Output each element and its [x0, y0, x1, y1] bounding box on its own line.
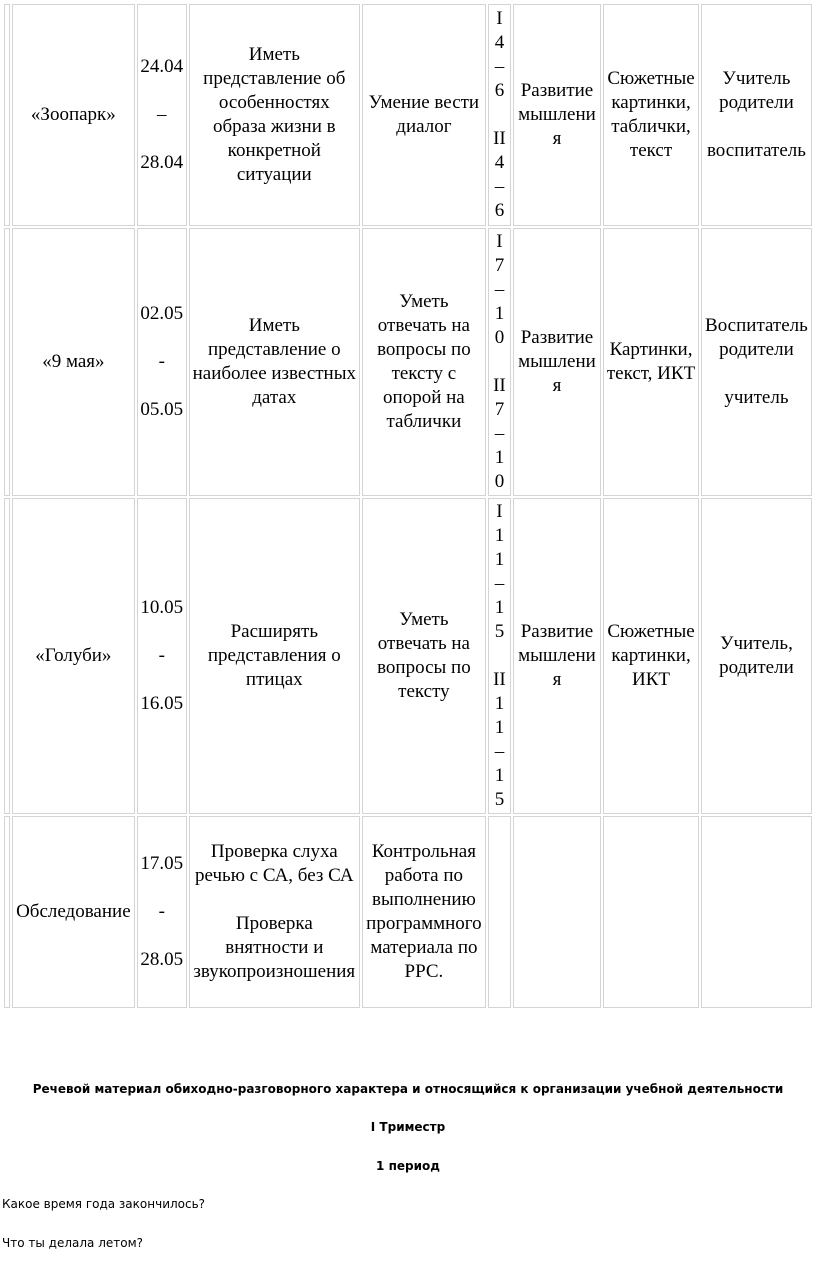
goal-cell: Расширять представления о птицах — [189, 498, 360, 814]
date-end: 16.05 — [140, 693, 184, 714]
weeks-group-2: II 4 – 6 — [493, 128, 506, 221]
goal-pronunciation-check: Проверка внятности и звукопроизношения — [193, 913, 356, 982]
responsible-primary: Учитель, родители — [719, 633, 794, 678]
table-row — [4, 4, 812, 226]
date-cell — [137, 228, 187, 496]
development-cell: Развитие мышления — [513, 498, 601, 814]
weeks-cell — [488, 498, 511, 814]
table-row — [4, 228, 812, 496]
responsible-cell — [701, 4, 812, 226]
development-cell — [513, 816, 601, 1008]
date-cell — [137, 816, 187, 1008]
weeks-group-1: I 11 – 15 — [494, 501, 505, 642]
date-end: 28.04 — [140, 152, 184, 173]
weeks-group-1: I 4 – 6 — [494, 8, 505, 101]
theme-cell: «9 мая» — [12, 228, 134, 496]
skill-cell: Контрольная работа по выполнению программного материала по РРС. — [362, 816, 486, 1008]
development-cell: Развитие мышления — [513, 4, 601, 226]
period-heading: 1 период — [376, 1159, 440, 1173]
responsible-secondary: воспитатель — [706, 140, 806, 161]
goal-cell: Иметь представление об особенностях образа жизни в конкретной ситуации — [189, 4, 360, 226]
responsible-primary: Учитель родители — [719, 68, 794, 113]
responsible-cell — [701, 498, 812, 814]
date-end: 28.05 — [140, 949, 184, 970]
materials-cell: Картинки, текст, ИКТ — [603, 228, 699, 496]
goal-cell — [189, 816, 360, 1008]
date-separator: - — [158, 901, 165, 922]
development-cell: Развитие мышления — [513, 228, 601, 496]
term-heading: I Триместр — [370, 1120, 446, 1134]
responsible-cell — [701, 816, 812, 1008]
table-row — [4, 498, 812, 814]
weeks-cell — [488, 228, 511, 496]
lesson-plan-table — [2, 2, 814, 1010]
date-start: 17.05 — [140, 853, 184, 874]
responsible-cell — [701, 228, 812, 496]
weeks-cell — [488, 816, 511, 1008]
date-separator: – — [156, 104, 167, 125]
theme-cell: «Голуби» — [12, 498, 134, 814]
question-line: Какое время года закончилось? — [2, 1197, 206, 1211]
date-end: 05.05 — [140, 399, 184, 420]
weeks-group-2: II 7 – 10 — [493, 375, 506, 492]
date-separator: - — [158, 351, 165, 372]
skill-cell: Умение вести диалог — [362, 4, 486, 226]
materials-cell: Сюжетные картинки, ИКТ — [603, 498, 699, 814]
responsible-primary: Воспитатель родители — [705, 315, 808, 360]
date-separator: - — [158, 645, 165, 666]
goal-hearing-check: Проверка слуха речью с СА, без СА — [195, 841, 354, 886]
section-heading: Речевой материал обиходно-разговорного характера и относящийся к организации учебной деятельности — [32, 1082, 784, 1096]
row-gutter — [4, 228, 10, 496]
table-row — [4, 816, 812, 1008]
theme-cell: Обследование — [12, 816, 134, 1008]
responsible-secondary: учитель — [724, 387, 789, 408]
row-gutter — [4, 816, 10, 1008]
date-cell — [137, 498, 187, 814]
goal-cell: Иметь представление о наиболее известных датах — [189, 228, 360, 496]
skill-cell: Уметь отвечать на вопросы по тексту — [362, 498, 486, 814]
date-start: 02.05 — [140, 303, 184, 324]
theme-cell: «Зоопарк» — [12, 4, 134, 226]
weeks-group-1: I 7 – 10 — [494, 231, 505, 348]
date-start: 10.05 — [140, 597, 184, 618]
question-line: Что ты делала летом? — [2, 1236, 143, 1250]
skill-cell: Уметь отвечать на вопросы по тексту с опорой на таблички — [362, 228, 486, 496]
materials-cell — [603, 816, 699, 1008]
date-cell — [137, 4, 187, 226]
weeks-group-2: II 11 – 15 — [493, 669, 506, 810]
date-start: 24.04 — [140, 56, 184, 77]
weeks-cell — [488, 4, 511, 226]
row-gutter — [4, 4, 10, 226]
row-gutter — [4, 498, 10, 814]
materials-cell: Сюжетные картинки, таблички, текст — [603, 4, 699, 226]
